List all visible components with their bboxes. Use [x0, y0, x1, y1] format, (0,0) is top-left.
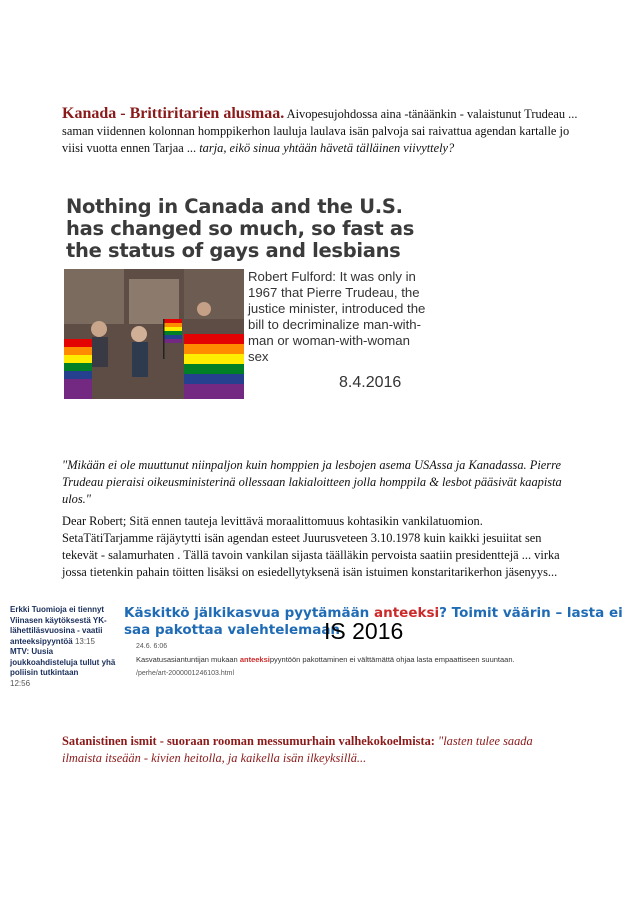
news-article-description: [136, 655, 636, 664]
closing-paragraph: [62, 733, 562, 767]
pride-photo-illustration: [64, 269, 244, 399]
news-sidebar-item-text: MTV: Uusia joukkoahdisteluja tullut yhä poliisin tutkintaan: [10, 647, 116, 677]
news-article-preview: [124, 605, 634, 677]
news-image-date: 8.4.2016: [339, 374, 402, 391]
intro-text: Aivopesujohdossa aina -tänäänkin - valaistunut Trudeau ... saman viidennen kolonnan homppikerhon lauluja laulava isän palvoja sai raivattua agendan kartalle jo viisi vuotta ennen Tarjaa ...: [62, 107, 578, 155]
news-image-is: [10, 605, 630, 715]
news-article-title-part: Käskitkö jälkikasvua pyytämään: [124, 605, 374, 621]
news-sidebar-item: [10, 605, 118, 647]
news-sidebar-item-time: 13:15: [74, 636, 95, 646]
source-label: IS 2016: [324, 618, 404, 644]
news-article-title-part: ? Toimit väärin – lasta ei saa pakottaa valehtelemaan: [124, 605, 623, 638]
news-image-canada: [62, 196, 432, 406]
news-article-title-highlight: anteeksi: [374, 605, 440, 621]
dear-robert-paragraph: Dear Robert; Sitä ennen tauteja levittävä moraalittomuus kohtasikin vankilatuomion. SetaTätiTarjamme räjäytytti isän agendan esteet Juurusveteen 3.10.1978 kuin kaikki jesuiitat sen tekevät - salamurhaten . Tällä tavoin vankilan sijasta täälläkin pervoista saatiin presidenttejä ... virka jossa tietenkin pahain töitten lisäksi on esiedellytyksenä isän istuimen konstaritarikerhon jäsenyys...: [62, 514, 560, 579]
news-sidebar: [10, 605, 118, 689]
news-image-caption: Robert Fulford: It was only in 1967 that Pierre Trudeau, the justice minister, introduced the bill to decriminalize man-with-man or woman-with-woman sex: [248, 269, 426, 364]
quote-paragraph: "Mikään ei ole muuttunut niinpaljon kuin homppien ja lesbojen asema USAssa ja Kanadassa. Pierre Trudeau pieraisi oikeusministerinä ollessaan lakialoitteen jolla homppila & lesbot pääsivät kaapista ulos.": [62, 458, 562, 506]
closing-italic: "lasten tulee saada ilmaista itseään - kivien heitolla, ja kaikella isän ilkeyksillä...: [62, 734, 533, 765]
news-sidebar-item: [10, 647, 118, 689]
pride-photo: [64, 269, 244, 399]
intro-italic: tarja, eikö sinua yhtään hävetä tälläinen viivyttely?: [199, 141, 455, 155]
news-sidebar-item-text: Erkki Tuomioja ei tiennyt Viinasen käytöksestä YK-lähettiläsvuosina - vaatii anteeksipyyntöä: [10, 605, 107, 646]
intro-paragraph: [62, 105, 582, 157]
news-article-desc-part: pyyntöön pakottaminen ei välttämättä ohjaa lasta empaattiseen suuntaan.: [269, 655, 515, 664]
news-article-url: /perhe/art-2000001246103.html: [136, 670, 235, 677]
news-article-desc-highlight: anteeksi: [239, 655, 270, 664]
news-article-desc-part: Kasvatusasiantuntijan mukaan: [136, 655, 240, 664]
news-image-headline: Nothing in Canada and the U.S. has changed so much, so fast as the status of gays and lesbians: [66, 195, 415, 262]
intro-title: Kanada - Brittiritarien alusmaa.: [62, 105, 285, 122]
news-sidebar-item-time: 12:56: [10, 678, 31, 688]
closing-bold: Satanistinen ismit - suoraan rooman messumurhain valhekokoelmista:: [62, 734, 435, 748]
news-article-date: 24.6. 6:06: [136, 643, 168, 650]
